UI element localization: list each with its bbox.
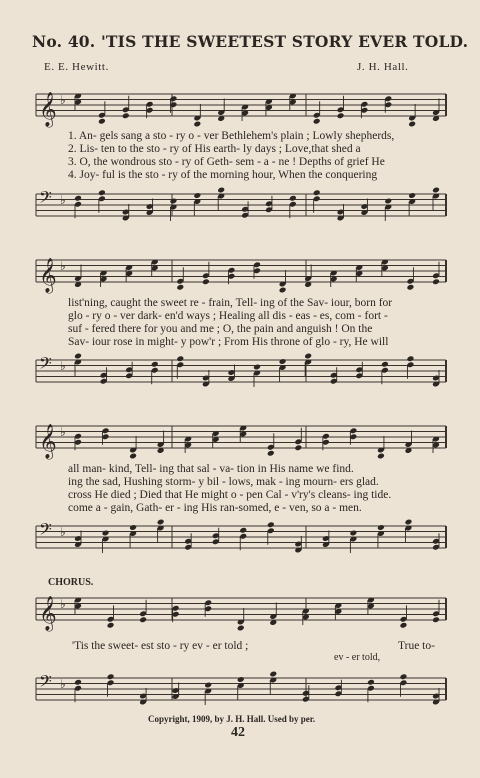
lyric-verse-4: Sav- iour rose in might- y pow'r ; From His throne of glo - ry, He will	[68, 336, 389, 348]
note-head	[408, 121, 416, 128]
treble-clef: 𝄞	[39, 424, 57, 459]
note-head	[267, 450, 275, 457]
lyric-verse-1: all man- kind, Tell- ing that sal - va- tion in His name we find.	[68, 463, 354, 475]
composer-credit: J. H. Hall.	[357, 61, 409, 73]
note-head	[176, 284, 184, 291]
note-head	[337, 112, 345, 119]
note-head	[217, 187, 225, 194]
system-2-treble-staff	[0, 252, 480, 296]
note-head	[129, 524, 137, 531]
system-1-lyrics	[68, 130, 448, 182]
note-head	[279, 358, 287, 365]
chorus-label: CHORUS.	[48, 577, 94, 588]
lyric-verse-3: 3. O, the wondrous sto - ry of Geth- sem - a - ne ! Depths of grief He	[68, 156, 385, 168]
author-credit: E. E. Hewitt.	[44, 61, 109, 73]
note-head	[400, 673, 408, 680]
hymn-title: No. 40. 'TIS THE SWEETEST STORY EVER TOLD.	[32, 32, 469, 51]
lyric-verse-2: glo - ry o - ver dark- en'd ways ; Healing all dis - eas - es, com - fort -	[68, 310, 388, 322]
note-head	[170, 198, 178, 205]
note-head	[313, 189, 321, 196]
note-head	[294, 444, 302, 451]
system-3-lyrics	[68, 463, 448, 515]
lyric-verse-4: 4. Joy- ful is the sto - ry of the morning hour, When the conquering	[68, 169, 378, 181]
note-head	[432, 187, 440, 194]
note-head	[405, 519, 413, 526]
chorus-treble-staff	[0, 590, 480, 634]
bass-clef: 𝄢	[39, 353, 52, 377]
lyric-verse-4: come a - gain, Gath- er - ing His ran-somed, e - ven, so a - men.	[68, 502, 362, 514]
chorus-lyric-line-1-end: True to-	[398, 640, 435, 652]
key-flat: ♭	[60, 597, 66, 611]
key-flat: ♭	[60, 525, 66, 539]
chorus-lyric-line-2: ev - er told,	[334, 652, 381, 663]
key-flat: ♭	[60, 425, 66, 439]
note-head	[193, 121, 201, 128]
note-head	[98, 118, 106, 125]
note-head	[304, 353, 312, 360]
note-head	[367, 679, 375, 686]
note-head	[313, 118, 321, 125]
system-1-treble-staff	[0, 86, 480, 130]
bass-clef: 𝄢	[39, 187, 52, 211]
treble-clef: 𝄞	[39, 258, 57, 293]
system-3-treble-staff	[0, 418, 480, 462]
note-head	[98, 189, 106, 196]
note-head	[289, 195, 297, 202]
note-head	[151, 361, 159, 368]
note-head	[193, 192, 201, 199]
lyric-verse-2: 2. Lis- ten to the sto - ry of His earth- ly days ; Love,that shed a	[68, 143, 361, 155]
note-head	[239, 527, 247, 534]
note-head	[384, 198, 392, 205]
system-1-bass-staff	[0, 186, 480, 230]
bass-clef: 𝄢	[39, 519, 52, 543]
key-flat: ♭	[60, 677, 66, 691]
page-number: 42	[231, 725, 245, 740]
note-head	[204, 682, 212, 689]
note-head	[377, 453, 385, 460]
note-head	[202, 278, 210, 285]
note-head	[279, 287, 287, 294]
note-head	[122, 112, 130, 119]
key-flat: ♭	[60, 259, 66, 273]
note-head	[107, 622, 115, 629]
system-2-bass-staff	[0, 352, 480, 396]
note-head	[74, 195, 82, 202]
note-head	[107, 673, 115, 680]
copyright-notice: Copyright, 1909, by J. H. Hall. Used by per.	[148, 714, 316, 724]
note-head	[377, 524, 385, 531]
note-head	[176, 355, 184, 362]
note-head	[432, 616, 440, 623]
treble-clef: 𝄞	[39, 92, 57, 127]
note-head	[432, 278, 440, 285]
lyric-verse-1: 1. An- gels sang a sto - ry o - ver Bethlehem's plain ; Lowly shepherds,	[68, 130, 395, 142]
note-head	[381, 361, 389, 368]
system-3-bass-staff	[0, 518, 480, 562]
chorus-lyric-line-1: 'Tis the sweet- est sto - ry ev - er told ;	[72, 640, 249, 652]
key-flat: ♭	[60, 359, 66, 373]
chorus-bass-staff	[0, 670, 480, 710]
note-head	[139, 616, 147, 623]
lyric-verse-3: cross He died ; Died that He might o - pen Cal - v'ry's cleans- ing tide.	[68, 489, 392, 501]
note-head	[408, 192, 416, 199]
note-head	[237, 676, 245, 683]
key-flat: ♭	[60, 193, 66, 207]
note-head	[237, 625, 245, 632]
note-head	[400, 622, 408, 629]
note-head	[269, 671, 277, 678]
treble-clef: 𝄞	[39, 596, 57, 631]
key-flat: ♭	[60, 93, 66, 107]
note-head	[407, 355, 415, 362]
note-head	[102, 530, 110, 537]
lyric-verse-3: suf - fered there for you and me ; O, the pain and anguish ! On the	[68, 323, 373, 335]
lyric-verse-1: list'ning, caught the sweet re - frain, Tell- ing of the Sav- iour, born for	[68, 297, 393, 309]
note-head	[74, 353, 82, 360]
note-head	[74, 679, 82, 686]
bass-clef: 𝄢	[39, 671, 52, 695]
system-2-lyrics	[68, 297, 448, 349]
note-head	[267, 521, 275, 528]
note-head	[129, 453, 137, 460]
lyric-verse-2: ing the sad, Hushing storm- y bil - lows, mak - ing mourn- ers glad.	[68, 476, 379, 488]
note-head	[349, 530, 357, 537]
note-head	[407, 284, 415, 291]
note-head	[157, 519, 165, 526]
note-head	[253, 364, 261, 371]
